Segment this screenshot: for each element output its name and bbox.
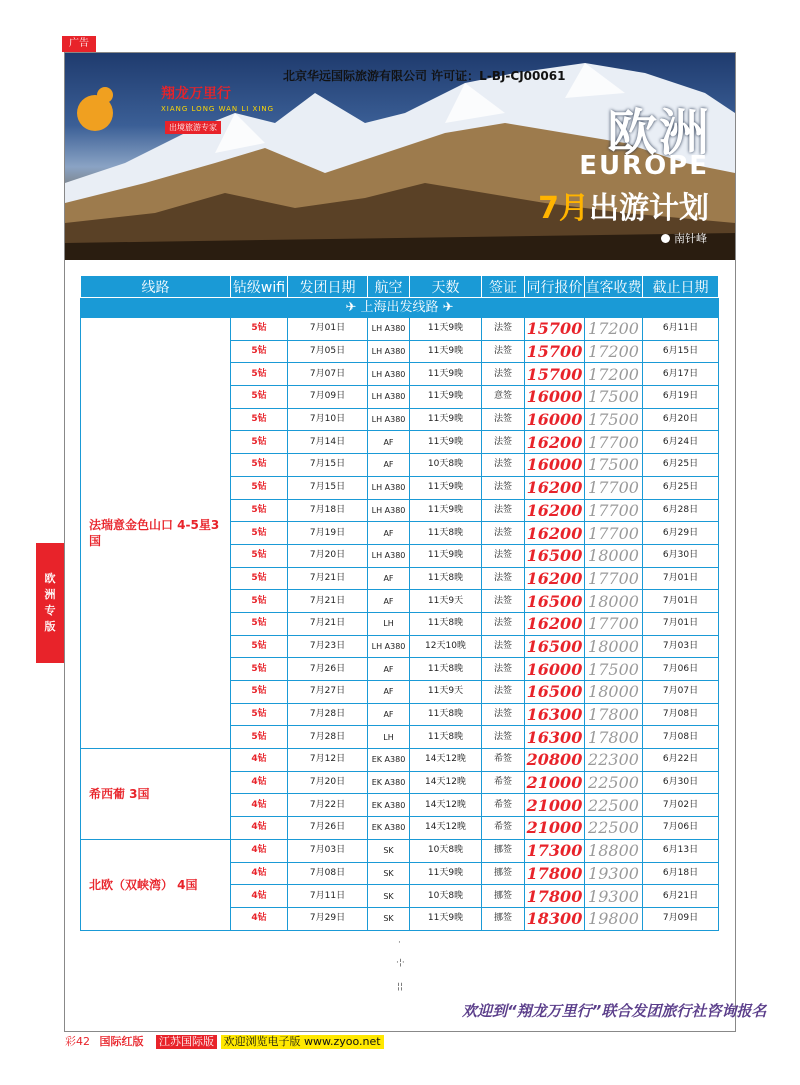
air-cell: LH A380 (368, 499, 410, 522)
date-cell: 7月26日 (288, 658, 368, 681)
column-header: 航空 (368, 276, 410, 298)
logo-name: 翔龙万里行 (161, 86, 231, 102)
deadline-cell: 6月22日 (643, 749, 719, 772)
plan-month: 7月 (538, 191, 589, 226)
date-cell: 7月05日 (288, 340, 368, 363)
days-cell: 11天8晚 (410, 612, 482, 635)
peer-cell: 15700 (525, 318, 585, 341)
visa-cell: 法签 (482, 431, 525, 454)
dot-mark: ·¦· (396, 958, 405, 968)
diamond-cell: 5钻 (231, 590, 288, 613)
air-cell: SK (368, 862, 410, 885)
direct-cell: 17500 (585, 658, 643, 681)
date-cell: 7月20日 (288, 771, 368, 794)
direct-cell: 17800 (585, 703, 643, 726)
direct-cell: 17200 (585, 318, 643, 341)
days-cell: 11天9天 (410, 681, 482, 704)
deadline-cell: 6月29日 (643, 522, 719, 545)
direct-cell: 17700 (585, 567, 643, 590)
website-link[interactable]: 欢迎浏览电子版 www.zyoo.net (221, 1035, 384, 1049)
peer-cell: 16000 (525, 658, 585, 681)
direct-cell: 22500 (585, 771, 643, 794)
date-cell: 7月27日 (288, 681, 368, 704)
air-cell: AF (368, 590, 410, 613)
diamond-cell: 5钻 (231, 726, 288, 749)
deadline-cell: 6月20日 (643, 408, 719, 431)
diamond-cell: 5钻 (231, 612, 288, 635)
days-cell: 11天8晚 (410, 522, 482, 545)
diamond-cell: 5钻 (231, 544, 288, 567)
direct-cell: 17700 (585, 431, 643, 454)
visa-cell: 法签 (482, 726, 525, 749)
deadline-cell: 7月02日 (643, 794, 719, 817)
days-cell: 14天12晚 (410, 817, 482, 840)
side-tab: 欧洲专版 (36, 543, 64, 663)
visa-cell: 挪签 (482, 907, 525, 930)
direct-cell: 22500 (585, 794, 643, 817)
days-cell: 11天8晚 (410, 658, 482, 681)
table-header (81, 276, 719, 298)
route-name: 希西葡 3国 (81, 749, 231, 840)
air-cell: LH A380 (368, 476, 410, 499)
days-cell: 10天8晚 (410, 885, 482, 908)
date-cell: 7月28日 (288, 726, 368, 749)
peak-caption: 南针峰 (661, 230, 707, 246)
air-cell: AF (368, 703, 410, 726)
days-cell: 14天12晚 (410, 794, 482, 817)
direct-cell: 17800 (585, 726, 643, 749)
date-cell: 7月09日 (288, 386, 368, 409)
departure-row: ✈ 上海出发线路 ✈ (81, 298, 719, 318)
welcome-text: 欢迎到“翔龙万里行”联合发团旅行社咨询报名 (462, 1002, 767, 1020)
days-cell: 11天9晚 (410, 476, 482, 499)
date-cell: 7月21日 (288, 612, 368, 635)
air-cell: EK A380 (368, 749, 410, 772)
date-cell: 7月22日 (288, 794, 368, 817)
deadline-cell: 7月03日 (643, 635, 719, 658)
date-cell: 7月10日 (288, 408, 368, 431)
deadline-cell: 6月30日 (643, 544, 719, 567)
air-cell: LH A380 (368, 544, 410, 567)
air-cell: LH A380 (368, 363, 410, 386)
date-cell: 7月29日 (288, 907, 368, 930)
column-header: 截止日期 (643, 276, 719, 298)
date-cell: 7月19日 (288, 522, 368, 545)
direct-cell: 17200 (585, 340, 643, 363)
peer-cell: 17800 (525, 862, 585, 885)
air-cell: SK (368, 885, 410, 908)
days-cell: 10天8晚 (410, 839, 482, 862)
peer-cell: 15700 (525, 340, 585, 363)
company-license: 北京华远国际旅游有限公司 许可证：L-BJ-CJ00061 (283, 69, 566, 83)
direct-cell: 17700 (585, 476, 643, 499)
peer-cell: 16200 (525, 612, 585, 635)
peer-cell: 16300 (525, 703, 585, 726)
diamond-cell: 5钻 (231, 499, 288, 522)
days-cell: 14天12晚 (410, 771, 482, 794)
days-cell: 11天9晚 (410, 408, 482, 431)
dot-mark: · (398, 938, 401, 948)
date-cell: 7月26日 (288, 817, 368, 840)
days-cell: 11天9晚 (410, 862, 482, 885)
logo-sub: 出境旅游专家 (165, 121, 221, 134)
visa-cell: 法签 (482, 340, 525, 363)
diamond-cell: 4钻 (231, 817, 288, 840)
air-cell: SK (368, 839, 410, 862)
deadline-cell: 6月15日 (643, 340, 719, 363)
air-cell: LH A380 (368, 408, 410, 431)
jiangsu-edition: 江苏国际版 (156, 1035, 217, 1049)
visa-cell: 法签 (482, 318, 525, 341)
logo-en: XIANG LONG WAN LI XING (161, 105, 275, 113)
deadline-cell: 6月19日 (643, 386, 719, 409)
visa-cell: 挪签 (482, 862, 525, 885)
peer-cell: 16500 (525, 681, 585, 704)
visa-cell: 法签 (482, 522, 525, 545)
visa-cell: 希签 (482, 771, 525, 794)
diamond-cell: 5钻 (231, 340, 288, 363)
direct-cell: 19300 (585, 862, 643, 885)
peer-cell: 16500 (525, 635, 585, 658)
date-cell: 7月14日 (288, 431, 368, 454)
deadline-cell: 7月09日 (643, 907, 719, 930)
route-name: 法瑞意金色山口 4-5星3国 (81, 318, 231, 749)
diamond-cell: 4钻 (231, 771, 288, 794)
deadline-cell: 6月24日 (643, 431, 719, 454)
date-cell: 7月20日 (288, 544, 368, 567)
deadline-cell: 6月13日 (643, 839, 719, 862)
title-en: EUROPE (579, 151, 709, 181)
diamond-cell: 5钻 (231, 318, 288, 341)
edition-label: 国际红版 (99, 1035, 144, 1048)
peer-cell: 16000 (525, 386, 585, 409)
peer-cell: 21000 (525, 794, 585, 817)
date-cell: 7月08日 (288, 862, 368, 885)
visa-cell: 法签 (482, 590, 525, 613)
visa-cell: 希签 (482, 749, 525, 772)
date-cell: 7月03日 (288, 839, 368, 862)
visa-cell: 希签 (482, 817, 525, 840)
deadline-cell: 7月06日 (643, 817, 719, 840)
diamond-cell: 5钻 (231, 408, 288, 431)
direct-cell: 22500 (585, 817, 643, 840)
days-cell: 11天8晚 (410, 726, 482, 749)
days-cell: 11天8晚 (410, 703, 482, 726)
visa-cell: 希签 (482, 794, 525, 817)
visa-cell: 法签 (482, 476, 525, 499)
date-cell: 7月28日 (288, 703, 368, 726)
air-cell: LH A380 (368, 318, 410, 341)
direct-cell: 18000 (585, 681, 643, 704)
date-cell: 7月11日 (288, 885, 368, 908)
air-cell: LH A380 (368, 340, 410, 363)
column-header: 钻级wifi (231, 276, 288, 298)
plan-title (538, 183, 709, 227)
route-name: 北欧（双峡湾） 4国 (81, 839, 231, 930)
peer-cell: 16500 (525, 590, 585, 613)
direct-cell: 19300 (585, 885, 643, 908)
days-cell: 10天8晚 (410, 454, 482, 477)
tour-table (80, 275, 719, 931)
air-cell: AF (368, 431, 410, 454)
peer-cell: 15700 (525, 363, 585, 386)
deadline-cell: 6月25日 (643, 454, 719, 477)
visa-cell: 法签 (482, 363, 525, 386)
days-cell: 11天9晚 (410, 907, 482, 930)
date-cell: 7月01日 (288, 318, 368, 341)
diamond-cell: 5钻 (231, 681, 288, 704)
visa-cell: 意签 (482, 386, 525, 409)
peer-cell: 16200 (525, 499, 585, 522)
date-cell: 7月21日 (288, 567, 368, 590)
direct-cell: 17500 (585, 386, 643, 409)
direct-cell: 18000 (585, 635, 643, 658)
diamond-cell: 4钻 (231, 862, 288, 885)
days-cell: 12天10晚 (410, 635, 482, 658)
bullet-icon (661, 234, 670, 243)
plan-text: 出游计划 (589, 191, 709, 226)
peer-cell: 16000 (525, 454, 585, 477)
diamond-cell: 4钻 (231, 907, 288, 930)
direct-cell: 22300 (585, 749, 643, 772)
air-cell: AF (368, 567, 410, 590)
direct-cell: 18800 (585, 839, 643, 862)
visa-cell: 法签 (482, 544, 525, 567)
air-cell: EK A380 (368, 794, 410, 817)
peer-cell: 16200 (525, 476, 585, 499)
diamond-cell: 5钻 (231, 658, 288, 681)
visa-cell: 法签 (482, 454, 525, 477)
air-cell: AF (368, 454, 410, 477)
peer-cell: 21000 (525, 771, 585, 794)
column-header: 天数 (410, 276, 482, 298)
column-header: 线路 (81, 276, 231, 298)
ad-tag: 广告 (62, 36, 96, 52)
diamond-cell: 5钻 (231, 567, 288, 590)
diamond-cell: 5钻 (231, 476, 288, 499)
direct-cell: 19800 (585, 907, 643, 930)
column-header: 签证 (482, 276, 525, 298)
visa-cell: 法签 (482, 408, 525, 431)
diamond-cell: 4钻 (231, 839, 288, 862)
peer-cell: 18300 (525, 907, 585, 930)
date-cell: 7月15日 (288, 454, 368, 477)
plane-icon: ✈ (438, 300, 454, 315)
peer-cell: 16200 (525, 522, 585, 545)
deadline-cell: 7月01日 (643, 590, 719, 613)
table-row (81, 318, 719, 341)
deadline-cell: 7月06日 (643, 658, 719, 681)
deadline-cell: 7月08日 (643, 703, 719, 726)
days-cell: 11天9晚 (410, 340, 482, 363)
deadline-cell: 7月08日 (643, 726, 719, 749)
days-cell: 11天9晚 (410, 544, 482, 567)
direct-cell: 17700 (585, 612, 643, 635)
days-cell: 11天9晚 (410, 363, 482, 386)
visa-cell: 法签 (482, 703, 525, 726)
diamond-cell: 5钻 (231, 363, 288, 386)
deadline-cell: 7月01日 (643, 567, 719, 590)
date-cell: 7月12日 (288, 749, 368, 772)
deadline-cell: 6月18日 (643, 862, 719, 885)
deadline-cell: 6月17日 (643, 363, 719, 386)
deadline-cell: 7月01日 (643, 612, 719, 635)
date-cell: 7月23日 (288, 635, 368, 658)
air-cell: AF (368, 522, 410, 545)
date-cell: 7月15日 (288, 476, 368, 499)
table-row (81, 749, 719, 772)
deadline-cell: 6月21日 (643, 885, 719, 908)
air-cell: SK (368, 907, 410, 930)
table-body (81, 298, 719, 931)
visa-cell: 法签 (482, 635, 525, 658)
date-cell: 7月07日 (288, 363, 368, 386)
direct-cell: 17200 (585, 363, 643, 386)
peer-cell: 17300 (525, 839, 585, 862)
air-cell: LH A380 (368, 635, 410, 658)
deadline-cell: 6月28日 (643, 499, 719, 522)
peer-cell: 16000 (525, 408, 585, 431)
visa-cell: 法签 (482, 612, 525, 635)
diamond-cell: 5钻 (231, 703, 288, 726)
column-header: 发团日期 (288, 276, 368, 298)
air-cell: LH A380 (368, 386, 410, 409)
peer-cell: 16200 (525, 431, 585, 454)
visa-cell: 挪签 (482, 885, 525, 908)
deadline-cell: 6月25日 (643, 476, 719, 499)
diamond-cell: 5钻 (231, 386, 288, 409)
visa-cell: 法签 (482, 499, 525, 522)
days-cell: 11天9晚 (410, 318, 482, 341)
direct-cell: 17500 (585, 408, 643, 431)
diamond-cell: 4钻 (231, 885, 288, 908)
deadline-cell: 7月07日 (643, 681, 719, 704)
air-cell: AF (368, 681, 410, 704)
dot-mark: ¦¦ (397, 982, 404, 992)
direct-cell: 17500 (585, 454, 643, 477)
visa-cell: 挪签 (482, 839, 525, 862)
peer-cell: 21000 (525, 817, 585, 840)
peer-cell: 16200 (525, 567, 585, 590)
page-number: 彩42 (65, 1035, 90, 1048)
peer-cell: 16300 (525, 726, 585, 749)
air-cell: AF (368, 658, 410, 681)
days-cell: 14天12晚 (410, 749, 482, 772)
diamond-cell: 5钻 (231, 454, 288, 477)
days-cell: 11天9晚 (410, 386, 482, 409)
date-cell: 7月21日 (288, 590, 368, 613)
visa-cell: 法签 (482, 567, 525, 590)
direct-cell: 17700 (585, 499, 643, 522)
air-cell: LH (368, 726, 410, 749)
diamond-cell: 5钻 (231, 635, 288, 658)
peer-cell: 17800 (525, 885, 585, 908)
days-cell: 11天9天 (410, 590, 482, 613)
direct-cell: 17700 (585, 522, 643, 545)
air-cell: LH (368, 612, 410, 635)
footer (62, 1035, 384, 1049)
deadline-cell: 6月30日 (643, 771, 719, 794)
table-row (81, 839, 719, 862)
days-cell: 11天9晚 (410, 431, 482, 454)
days-cell: 11天9晚 (410, 499, 482, 522)
diamond-cell: 4钻 (231, 794, 288, 817)
column-header: 同行报价 (525, 276, 585, 298)
title-cn: 欧洲 (607, 104, 711, 162)
air-cell: EK A380 (368, 771, 410, 794)
direct-cell: 18000 (585, 590, 643, 613)
column-header: 直客收费 (585, 276, 643, 298)
date-cell: 7月18日 (288, 499, 368, 522)
diamond-cell: 5钻 (231, 522, 288, 545)
direct-cell: 18000 (585, 544, 643, 567)
diamond-cell: 5钻 (231, 431, 288, 454)
visa-cell: 法签 (482, 658, 525, 681)
banner (65, 53, 735, 260)
air-cell: EK A380 (368, 817, 410, 840)
diamond-cell: 4钻 (231, 749, 288, 772)
visa-cell: 法签 (482, 681, 525, 704)
deadline-cell: 6月11日 (643, 318, 719, 341)
peer-cell: 16500 (525, 544, 585, 567)
peer-cell: 20800 (525, 749, 585, 772)
plane-icon: ✈ (345, 300, 361, 315)
days-cell: 11天8晚 (410, 567, 482, 590)
